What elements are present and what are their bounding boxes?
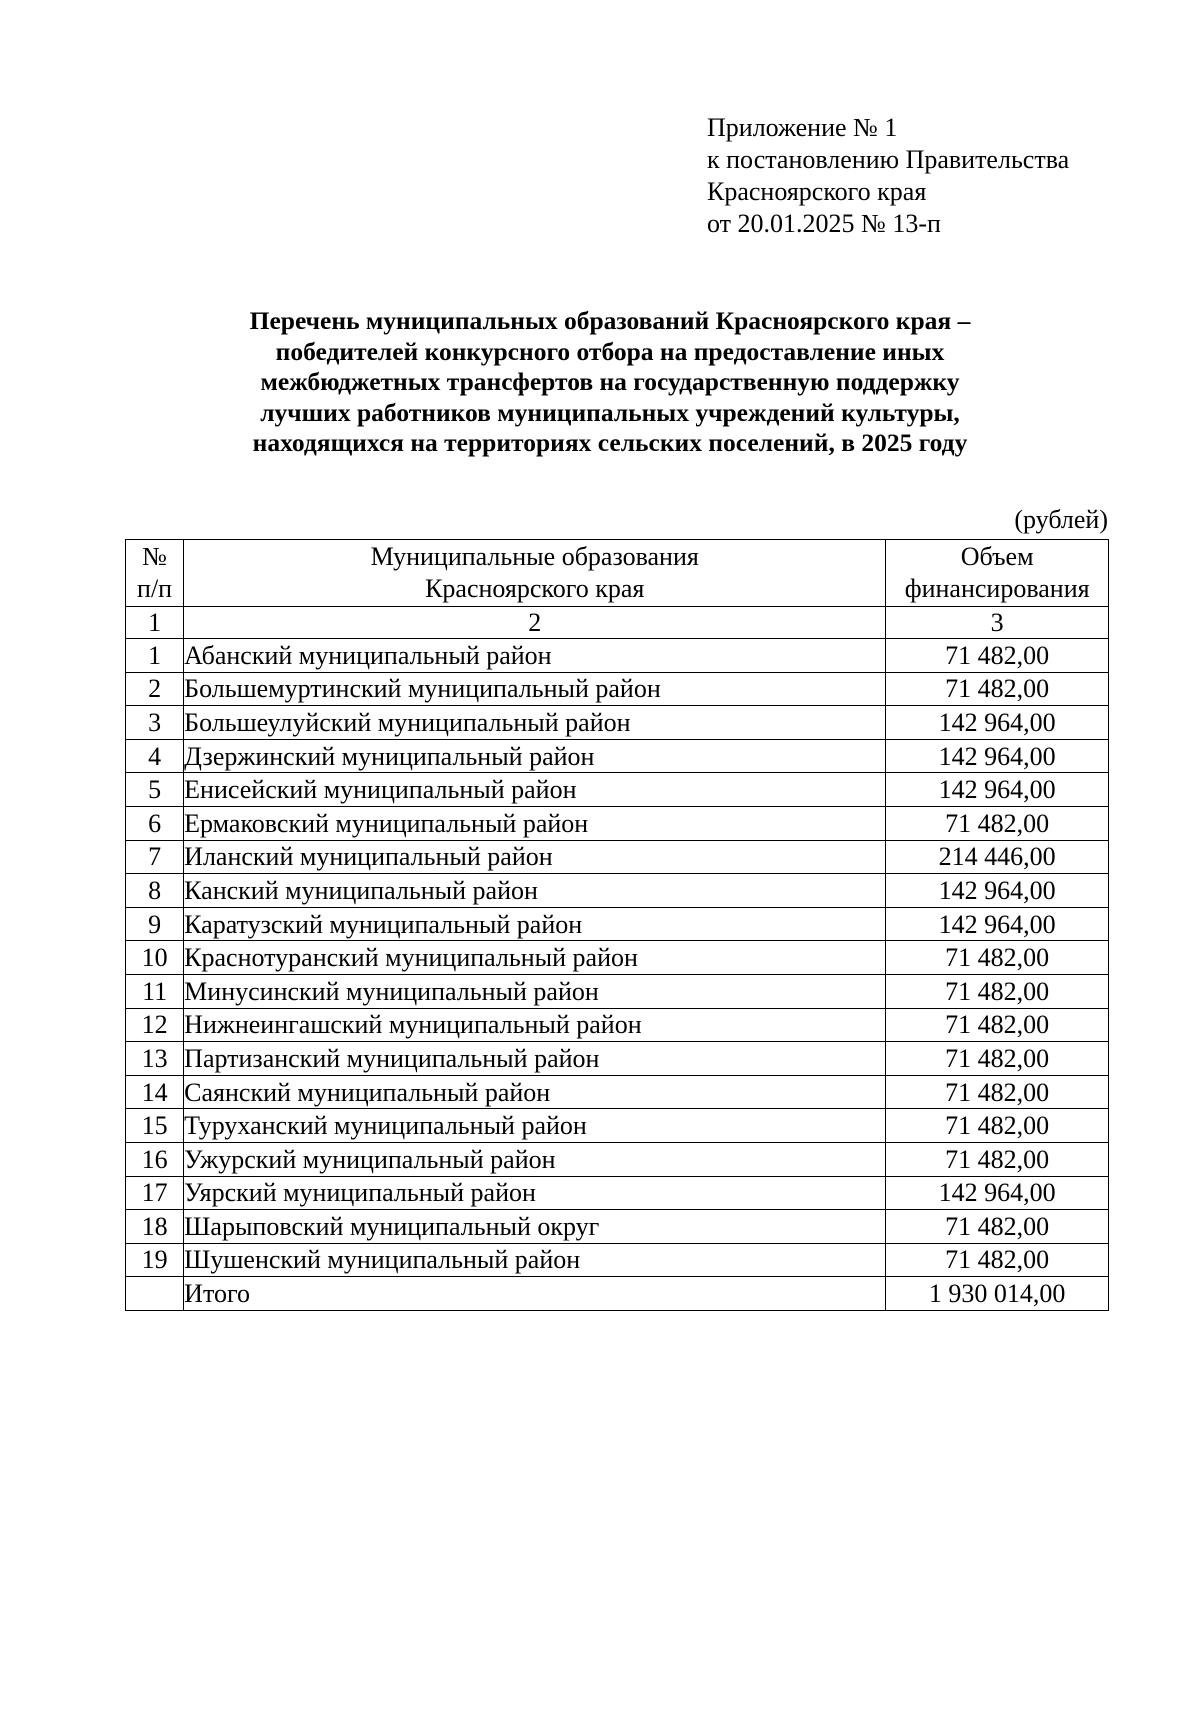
municipality-name: Каратузский муниципальный район bbox=[184, 907, 886, 941]
municipality-name: Енисейский муниципальный район bbox=[184, 773, 886, 807]
funding-amount: 142 964,00 bbox=[886, 907, 1109, 941]
funding-amount: 71 482,00 bbox=[886, 639, 1109, 673]
row-number: 19 bbox=[126, 1243, 184, 1277]
header-number-line1: № bbox=[142, 542, 167, 571]
appendix-block bbox=[707, 112, 1069, 240]
table-row bbox=[126, 706, 1109, 740]
header-funding bbox=[886, 540, 1109, 607]
header-funding-line1: Объем bbox=[960, 542, 1034, 571]
municipality-name: Туруханский муниципальный район bbox=[184, 1109, 886, 1143]
units-label: (рублей) bbox=[1014, 505, 1108, 534]
funding-table bbox=[125, 539, 1109, 1311]
total-amount: 1 930 014,00 bbox=[886, 1277, 1109, 1311]
municipality-name: Абанский муниципальный район bbox=[184, 639, 886, 673]
table-row bbox=[126, 1142, 1109, 1176]
header-number bbox=[126, 540, 184, 607]
row-number: 13 bbox=[126, 1042, 184, 1076]
row-number: 2 bbox=[126, 672, 184, 706]
funding-amount: 142 964,00 bbox=[886, 706, 1109, 740]
municipality-name: Иланский муниципальный район bbox=[184, 840, 886, 874]
header-municipality-line1: Муниципальные образования bbox=[370, 542, 699, 571]
funding-amount: 71 482,00 bbox=[886, 1042, 1109, 1076]
municipality-name: Канский муниципальный район bbox=[184, 874, 886, 908]
municipality-name: Шушенский муниципальный район bbox=[184, 1243, 886, 1277]
table-row bbox=[126, 1075, 1109, 1109]
funding-amount: 71 482,00 bbox=[886, 672, 1109, 706]
funding-amount: 71 482,00 bbox=[886, 1008, 1109, 1042]
appendix-line: Приложение № 1 bbox=[707, 113, 898, 142]
municipality-name: Партизанский муниципальный район bbox=[184, 1042, 886, 1076]
title-line: лучших работников муниципальных учреждений культуры, bbox=[260, 397, 960, 427]
table-row bbox=[126, 1243, 1109, 1277]
table-row bbox=[126, 907, 1109, 941]
funding-amount: 142 964,00 bbox=[886, 773, 1109, 807]
row-number: 17 bbox=[126, 1176, 184, 1210]
funding-amount: 71 482,00 bbox=[886, 974, 1109, 1008]
total-row bbox=[126, 1277, 1109, 1311]
row-number: 4 bbox=[126, 739, 184, 773]
funding-amount: 71 482,00 bbox=[886, 1243, 1109, 1277]
funding-amount: 71 482,00 bbox=[886, 1142, 1109, 1176]
table-row bbox=[126, 1210, 1109, 1244]
table-row bbox=[126, 840, 1109, 874]
row-number: 15 bbox=[126, 1109, 184, 1143]
row-number: 12 bbox=[126, 1008, 184, 1042]
table-header-row bbox=[126, 540, 1109, 607]
municipality-name: Большеулуйский муниципальный район bbox=[184, 706, 886, 740]
header-municipality-line2: Красноярского края bbox=[425, 574, 645, 603]
column-number-row bbox=[126, 607, 1109, 639]
row-number: 9 bbox=[126, 907, 184, 941]
table-row bbox=[126, 773, 1109, 807]
table-row bbox=[126, 1109, 1109, 1143]
table-row bbox=[126, 1008, 1109, 1042]
column-number: 3 bbox=[886, 607, 1109, 639]
table-row bbox=[126, 1176, 1109, 1210]
total-number-cell bbox=[126, 1277, 184, 1311]
table-row bbox=[126, 1042, 1109, 1076]
row-number: 3 bbox=[126, 706, 184, 740]
municipality-name: Ужурский муниципальный район bbox=[184, 1142, 886, 1176]
appendix-line: к постановлению Правительства bbox=[707, 145, 1070, 174]
table-row bbox=[126, 974, 1109, 1008]
row-number: 10 bbox=[126, 941, 184, 975]
municipality-name: Уярский муниципальный район bbox=[184, 1176, 886, 1210]
table-row bbox=[126, 739, 1109, 773]
title-line: Перечень муниципальных образований Красноярского края – bbox=[249, 306, 971, 335]
municipality-name: Шарыповский муниципальный округ bbox=[184, 1210, 886, 1244]
table-row bbox=[126, 672, 1109, 706]
header-municipality bbox=[184, 540, 886, 607]
row-number: 11 bbox=[126, 974, 184, 1008]
municipality-name: Нижнеингашский муниципальный район bbox=[184, 1008, 886, 1042]
municipality-name: Ермаковский муниципальный район bbox=[184, 806, 886, 840]
municipality-name: Саянский муниципальный район bbox=[184, 1075, 886, 1109]
row-number: 1 bbox=[126, 639, 184, 673]
table-row bbox=[126, 806, 1109, 840]
column-number: 1 bbox=[126, 607, 184, 639]
row-number: 16 bbox=[126, 1142, 184, 1176]
funding-amount: 142 964,00 bbox=[886, 739, 1109, 773]
document-title bbox=[150, 306, 1070, 459]
title-line: победителей конкурсного отбора на предоставление иных bbox=[275, 336, 945, 366]
funding-amount: 71 482,00 bbox=[886, 1109, 1109, 1143]
funding-amount: 71 482,00 bbox=[886, 941, 1109, 975]
header-number-line2: п/п bbox=[137, 574, 173, 603]
total-label: Итого bbox=[184, 1277, 886, 1311]
funding-amount: 142 964,00 bbox=[886, 874, 1109, 908]
row-number: 6 bbox=[126, 806, 184, 840]
funding-amount: 71 482,00 bbox=[886, 1075, 1109, 1109]
title-line: находящихся на территориях сельских поселений, в 2025 году bbox=[252, 428, 968, 457]
appendix-line: Красноярского края bbox=[707, 177, 927, 206]
appendix-line: от 20.01.2025 № 13-п bbox=[707, 209, 941, 238]
column-number: 2 bbox=[184, 607, 886, 639]
funding-amount: 71 482,00 bbox=[886, 1210, 1109, 1244]
municipality-name: Дзержинский муниципальный район bbox=[184, 739, 886, 773]
row-number: 5 bbox=[126, 773, 184, 807]
table-row bbox=[126, 874, 1109, 908]
row-number: 18 bbox=[126, 1210, 184, 1244]
header-funding-line2: финансирования bbox=[904, 574, 1090, 603]
row-number: 7 bbox=[126, 840, 184, 874]
funding-amount: 214 446,00 bbox=[886, 840, 1109, 874]
title-line: межбюджетных трансфертов на государственную поддержку bbox=[260, 367, 960, 396]
row-number: 14 bbox=[126, 1075, 184, 1109]
table-row bbox=[126, 639, 1109, 673]
municipality-name: Большемуртинский муниципальный район bbox=[184, 672, 886, 706]
funding-amount: 71 482,00 bbox=[886, 806, 1109, 840]
row-number: 8 bbox=[126, 874, 184, 908]
funding-amount: 142 964,00 bbox=[886, 1176, 1109, 1210]
municipality-name: Краснотуранский муниципальный район bbox=[184, 941, 886, 975]
municipality-name: Минусинский муниципальный район bbox=[184, 974, 886, 1008]
table-row bbox=[126, 941, 1109, 975]
